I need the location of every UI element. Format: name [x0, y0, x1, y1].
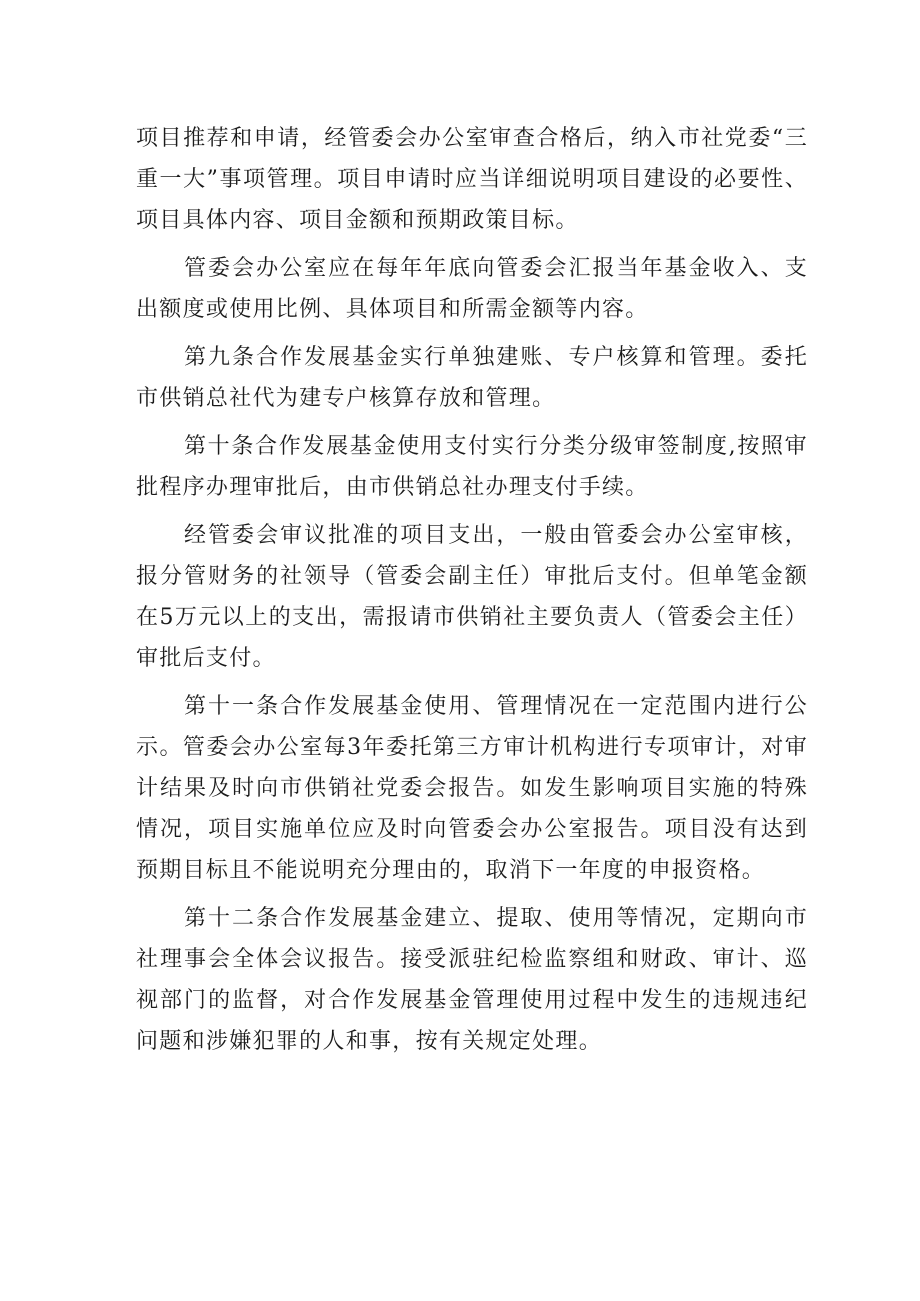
- paragraph-1: 项目推荐和申请，经管委会办公室审查合格后，纳入市社党委“三重一大”事项管理。项目申请时应当详细说明项目建设的必要性、项目具体内容、项目金额和预期政策目标。: [136, 126, 808, 233]
- paragraph-5: 经管委会审议批准的项目支出，一般由管委会办公室审核，报分管财务的社领导（管委会副主任）审批后支付。但单笔金额在5万元以上的支出，需报请市供销社主要负责人（管委会主任）审批后支付。: [136, 523, 808, 671]
- paragraph-7: 第十二条合作发展基金建立、提取、使用等情况，定期向市社理事会全体会议报告。接受派驻纪检监察组和财政、审计、巡视部门的监督，对合作发展基金管理使用过程中发生的违规违纪问题和涉嫌犯罪的人和事，按有关规定处理。: [136, 906, 808, 1054]
- paragraph-4: 第十条合作发展基金使用支付实行分类分级审签制度,按照审批程序办理审批后，由市供销总社办理支付手续。: [136, 434, 808, 500]
- paragraph-6: 第十一条合作发展基金使用、管理情况在一定范围内进行公示。管委会办公室每3年委托第三方审计机构进行专项审计，对审计结果及时向市供销社党委会报告。如发生影响项目实施的特殊情况，项目实施单位应及时向管委会办公室报告。项目没有达到预期目标且不能说明充分理由的，取消下一年度的申报资格。: [136, 694, 808, 883]
- document-body: [136, 118, 808, 1069]
- paragraph-2: 管委会办公室应在每年年底向管委会汇报当年基金收入、支出额度或使用比例、具体项目和所需金额等内容。: [136, 256, 808, 322]
- paragraph-3: 第九条合作发展基金实行单独建账、专户核算和管理。委托市供销总社代为建专户核算存放和管理。: [136, 345, 808, 411]
